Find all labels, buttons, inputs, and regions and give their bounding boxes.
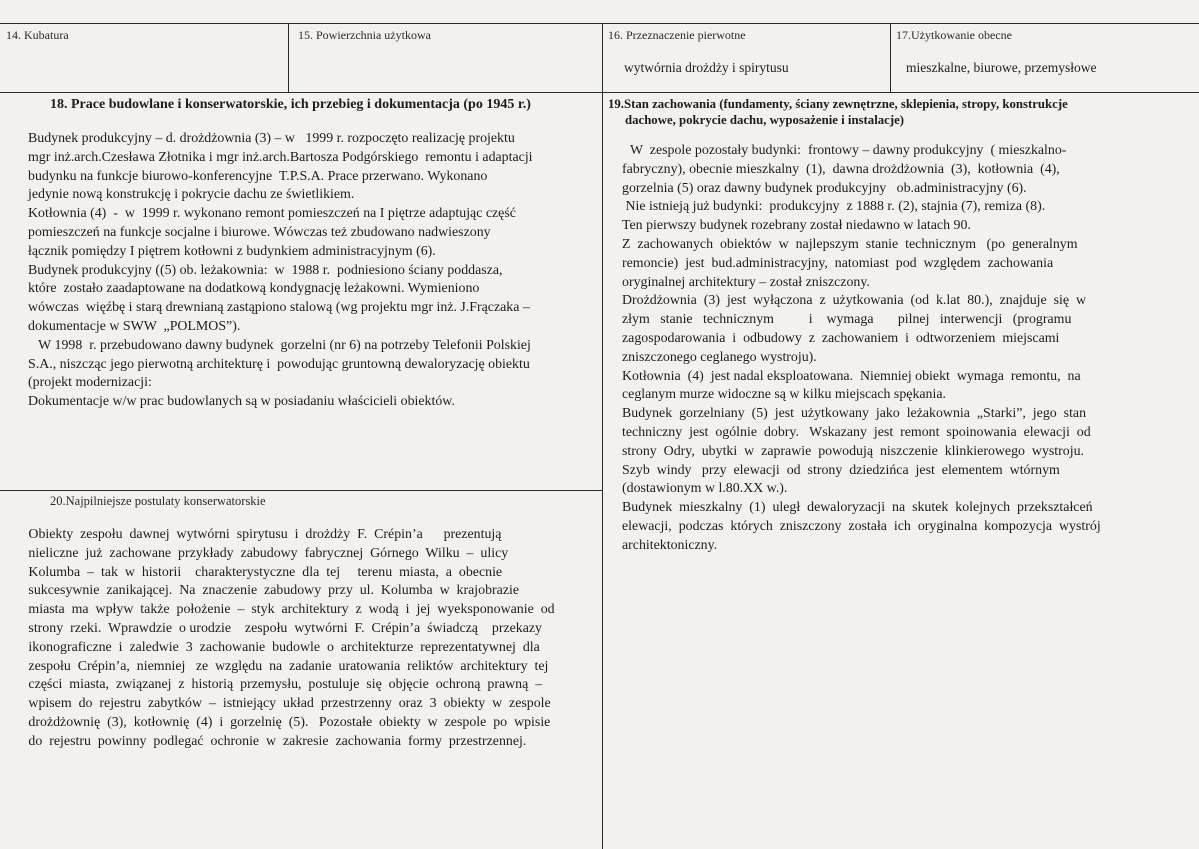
przeznaczenie-value: wytwórnia drożdży i spirytusu [624, 60, 789, 75]
section20-line: ikonograficzne i zaledwie 3 zachowanie budowle o architekturze reprezentatywnej dla [18, 639, 540, 655]
section19-line: remoncie) jest bud.administracyjny, natomiast pod względem zachowania [622, 255, 1054, 271]
section20-line: miasta ma wpływ także położenie – styk architektury z wodą i jej wyeksponowanie od [18, 602, 555, 618]
section20-line: sukcesywnie zanikającej. Na znaczenie zabudowy przy ul. Kolumba w krajobrazie [18, 583, 520, 599]
section18-line: S.A., niszcząc jego pierwotną architekturę i powodując gruntowną dewaloryzację obiektu [28, 356, 530, 372]
uzytkowanie-label: 17.Użytkowanie obecne [896, 28, 1012, 42]
section19-line: Drożdżownia (3) jest wyłączona z użytkowania (od k.lat 80.), znajduje się w [622, 293, 1087, 309]
section19-title-line2: dachowe, pokrycie dachu, wyposażenie i instalacje) [625, 113, 905, 127]
section20-top-border [0, 490, 602, 491]
section19-line: Budynek gorzelniany (5) jest użytkowany jako leżakownia „Starki”, jego stan [622, 406, 1087, 422]
section20-line: drożdżownię (3), kotłownię (4) i gorzelnię (5). Pozostałe obiekty w zespole po wpisie [18, 714, 551, 730]
kubatura-label: 14. Kubatura [6, 28, 69, 42]
section18-line: (projekt modernizacji: [28, 375, 152, 391]
section19-line: Szyb windy przy elewacji od strony dziedzińca jest elementem wtórnym [622, 462, 1060, 478]
section18-line: Budynek produkcyjny ((5) ob. leżakownia: w 1988 r. podniesiono ściany poddasza, [28, 262, 503, 278]
section19-line: gorzelnia (5) oraz dawny budynek produkcyjny ob.administracyjny (6). [622, 180, 1027, 196]
section19-line: ceglanym murze widoczne są w kilku miejscach spękania. [622, 387, 946, 403]
section20-line: do rejestru powinny podlegać ochronie w zakresie zachowania formy przestrzennej. [18, 733, 527, 749]
przeznaczenie-label: 16. Przeznaczenie pierwotne [608, 28, 746, 42]
section19-line: Budynek mieszkalny (1) uległ dewaloryzacji na skutek kolejnych przekształceń [622, 500, 1093, 516]
divider-main [602, 23, 603, 849]
section19-line: techniczny jest ogólnie dobry. Wskazany jest remont spoinowania elewacji od [622, 424, 1091, 440]
section19-line: elewacji, podczas których zniszczony została ich oryginalna kompozycja wystrój [622, 518, 1101, 534]
section19-line: zagospodarowania i odbudowy z zachowaniem i odtworzeniem miejscami [622, 330, 1060, 346]
section19-line: Kotłownia (4) jest nadal eksploatowana. Niemniej obiekt wymaga remontu, na [622, 368, 1081, 384]
section18-line: dokumentacje w SWW „POLMOS”). [28, 318, 241, 334]
uzytkowanie-value: mieszkalne, biurowe, przemysłowe [906, 60, 1097, 75]
section18-title: 18. Prace budowlane i konserwatorskie, ich przebieg i dokumentacja (po 1945 r.) [50, 97, 531, 112]
section19-line: fabryczny), obecnie mieszkalny (1), dawna drożdżownia (3), kotłownia (4), [622, 161, 1060, 177]
section19-line: Ten pierwszy budynek rozebrany został niedawno w latach 90. [622, 218, 971, 234]
section19-line: Nie istnieją już budynki: produkcyjny z 1888 r. (2), stajnia (7), remiza (8). [622, 199, 1046, 215]
section19-line: złym stanie technicznym i wymaga pilnej interwencji (programu [622, 312, 1072, 328]
divider-uzytkowanie [890, 23, 891, 92]
section19-line: zniszczonego ceglanego wystroju). [622, 349, 817, 365]
section18-line: pomieszczeń na funkcje socjalne i biurowe. Wówczas też zbudowano nadwieszony [28, 224, 491, 240]
section19-line: Z zachowanych obiektów w najlepszym stanie technicznym (po generalnym [622, 236, 1078, 252]
section18-line: mgr inż.arch.Czesława Złotnika i mgr inż.arch.Bartosza Podgórskiego remontu i adaptacji [28, 149, 533, 165]
section18-line: Budynek produkcyjny – d. drożdżownia (3) – w 1999 r. rozpoczęto realizację projektu [28, 131, 515, 146]
section19-line: W zespole pozostały budynki: frontowy – dawny produkcyjny ( mieszkalno- [630, 143, 1067, 158]
section19-body [622, 142, 1194, 556]
header-bottom-border [0, 92, 1199, 93]
section18-line: W 1998 r. przebudowano dawny budynek gorzelni (nr 6) na potrzeby Telefonii Polskiej [28, 337, 531, 353]
section20-line: strony rzeki. Wprawdzie o urodzie zespołu wytwórni F. Crépin’a świadczą przekazy [18, 620, 542, 636]
section20-line: Kolumba – tak w historii charakterystyczne dla tej terenu miasta, a obecnie [18, 564, 503, 580]
section18-line: które zostało zaadaptowane na dodatkową kondygnację leżakowni. Wymieniono [28, 281, 480, 297]
section18-line: jedynie nową konstrukcję i pokrycie dachu ze świetlikiem. [28, 187, 355, 203]
section19-line: (dostawionym w l.80.XX w.). [622, 481, 788, 497]
section20-title: 20.Najpilniejsze postulaty konserwatorskie [50, 494, 266, 508]
section19-title-line1: 19.Stan zachowania (fundamenty, ściany zewnętrzne, sklepienia, stropy, konstrukcje [608, 97, 1068, 111]
section18-line: budynku na funkcje biurowo-konferencyjne T.P.S.A. Prace przerwano. Wykonano [28, 168, 488, 184]
section20-body [18, 526, 598, 752]
section18-line: łącznik pomiędzy I piętrem kotłowni z budynkiem administracyjnym (6). [28, 243, 436, 259]
powierzchnia-label: 15. Powierzchnia użytkowa [298, 28, 431, 42]
section20-line: zespołu Crépin’a, niemniej ze względu na zadanie uratowania reliktów architektury tej [18, 658, 549, 674]
section19-line: strony Odry, ubytki w zaprawie powodują niszczenie klinkierowego wystroju. [622, 443, 1085, 459]
section18-line: wówczas więźbę i starą drewnianą zastąpiono stalową (wg projektu mgr inż. J.Frączaka – [28, 300, 530, 316]
section18-body [28, 130, 598, 412]
section18-line: Kotłownia (4) - w 1999 r. wykonano remont pomieszczeń na I piętrze adaptując część [28, 206, 516, 222]
section19-line: oryginalnej architektury – został zniszczony. [622, 274, 870, 290]
section20-line: wpisem do rejestru zabytków – istniejący układ przestrzenny oraz 3 obiekty w zespole [18, 696, 551, 712]
section19-line: architektoniczny. [622, 537, 718, 553]
section20-line: nieliczne już zachowane przykłady zabudowy fabrycznej Górnego Wilku – ulicy [18, 545, 509, 561]
divider-kubatura [288, 23, 289, 92]
section18-line: Dokumentacje w/w prac budowlanych są w posiadaniu właścicieli obiektów. [28, 394, 455, 410]
top-border [0, 23, 1199, 24]
section20-line: Obiekty zespołu dawnej wytwórni spirytusu i drożdży F. Crépin’a prezentują [18, 527, 502, 542]
section20-line: części miasta, związanej z historią przemysłu, postuluje się objęcie ochroną prawną – [18, 677, 543, 693]
